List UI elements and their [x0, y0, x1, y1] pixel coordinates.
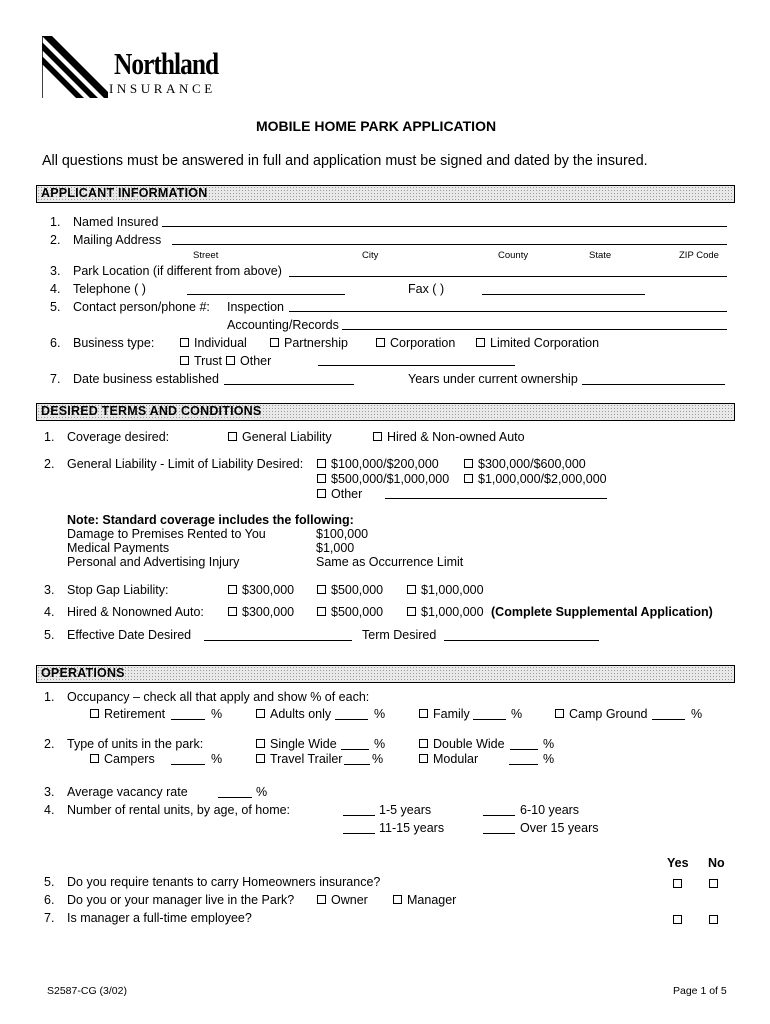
checkbox[interactable] — [317, 489, 326, 498]
option-label: $300,000/$600,000 — [478, 457, 586, 471]
option-label: Single Wide — [270, 737, 337, 751]
section-title: DESIRED TERMS AND CONDITIONS — [41, 404, 262, 418]
checkbox[interactable] — [317, 607, 326, 616]
general-liability-option[interactable] — [228, 430, 332, 444]
named-insured-label: Named Insured — [73, 215, 159, 229]
note-label: Damage to Premises Rented to You — [67, 527, 266, 541]
city-caption: City — [362, 250, 379, 261]
limited-corporation-option[interactable] — [476, 336, 599, 350]
camp-ground-pct-field[interactable] — [652, 719, 685, 720]
stop-gap-label: Stop Gap Liability: — [67, 583, 169, 597]
option-label: $300,000 — [242, 605, 295, 619]
logo-sub: INSURANCE — [109, 81, 216, 96]
checkbox[interactable] — [407, 607, 416, 616]
hired-auto-label: Hired & Nonowned Auto: — [67, 605, 204, 619]
travel-trailer-option[interactable] — [256, 752, 342, 766]
option-label: $1,000,000/$2,000,000 — [478, 472, 607, 486]
option-label: Limited Corporation — [490, 336, 600, 350]
partnership-option[interactable] — [270, 336, 348, 350]
campers-option[interactable] — [90, 752, 155, 766]
checkbox[interactable] — [228, 432, 237, 441]
q-number: 5. — [44, 875, 55, 889]
page-number: Page 1 of 5 — [673, 985, 727, 997]
inspection-field[interactable] — [289, 311, 727, 312]
pct-sign: % — [211, 752, 223, 766]
option-label: $1,000,000 — [421, 605, 484, 619]
state-caption: State — [589, 250, 612, 261]
vacancy-label: Average vacancy rate — [67, 785, 188, 799]
family-option[interactable] — [419, 707, 470, 721]
date-established-field[interactable] — [224, 384, 354, 385]
instructions: All questions must be answered in full and application must be signed and dated by the insured. — [42, 153, 648, 169]
q-number: 6. — [50, 336, 61, 350]
units-11-15-label: 11-15 years — [379, 821, 445, 835]
years-ownership-label: Years under current ownership — [408, 372, 578, 386]
checkbox[interactable] — [90, 754, 99, 763]
checkbox[interactable] — [464, 459, 473, 468]
option-label: Partnership — [284, 336, 348, 350]
gl-limit-label: General Liability - Limit of Liability Desired: — [67, 457, 304, 471]
pct-sign: % — [543, 737, 555, 751]
adults-only-pct-field[interactable] — [335, 719, 368, 720]
no-column-header: No — [708, 856, 725, 870]
section-header-operations — [36, 665, 735, 683]
option-label: Adults only — [270, 707, 332, 721]
hired-auto-500k-option[interactable] — [317, 605, 383, 619]
units-over-15-field[interactable] — [483, 833, 515, 834]
checkbox[interactable] — [393, 895, 402, 904]
q6-label: Do you or your manager live in the Park? — [67, 893, 295, 907]
checkbox[interactable] — [270, 338, 279, 347]
camp-ground-option[interactable] — [555, 707, 648, 721]
modular-option[interactable] — [419, 752, 478, 766]
checkbox[interactable] — [317, 585, 326, 594]
units-1-5-label: 1-5 years — [379, 803, 432, 817]
q7-no-checkbox[interactable] — [709, 915, 718, 924]
county-caption: County — [498, 250, 529, 261]
pct-sign: % — [543, 752, 555, 766]
checkbox[interactable] — [419, 754, 428, 763]
mailing-address-field[interactable] — [172, 244, 727, 245]
limit-500-1m-option[interactable] — [317, 472, 449, 486]
limit-1m-2m-option[interactable] — [464, 472, 607, 486]
park-location-field[interactable] — [289, 276, 727, 277]
limit-other-field[interactable] — [385, 498, 607, 499]
q-number: 6. — [44, 893, 55, 907]
single-wide-option[interactable] — [256, 737, 337, 751]
logo-mark — [42, 36, 108, 98]
checkbox[interactable] — [256, 709, 265, 718]
option-label: Other — [331, 487, 363, 501]
q-number: 3. — [44, 785, 55, 799]
stop-gap-300k-option[interactable] — [228, 583, 294, 597]
checkbox[interactable] — [407, 585, 416, 594]
limit-100-200-option[interactable] — [317, 457, 439, 471]
logo — [42, 36, 232, 100]
years-ownership-field[interactable] — [582, 384, 725, 385]
telephone-field[interactable] — [187, 294, 345, 295]
term-desired-label: Term Desired — [362, 628, 437, 642]
option-label: Camp Ground — [569, 707, 648, 721]
q-number: 4. — [50, 282, 61, 296]
pct-sign: % — [211, 707, 223, 721]
checkbox[interactable] — [317, 895, 326, 904]
checkbox[interactable] — [228, 607, 237, 616]
note-value: Same as Occurrence Limit — [316, 555, 464, 569]
option-label: Double Wide — [433, 737, 505, 751]
q-number: 5. — [44, 628, 55, 642]
q-number: 1. — [50, 215, 61, 229]
retirement-pct-field[interactable] — [171, 719, 205, 720]
individual-option[interactable] — [180, 336, 247, 350]
other-option[interactable] — [226, 354, 271, 368]
double-wide-pct-field[interactable] — [510, 749, 538, 750]
note-value: $1,000 — [316, 541, 355, 555]
rental-units-label: Number of rental units, by age, of home: — [67, 803, 291, 817]
corporation-option[interactable] — [376, 336, 455, 350]
logo-brand: Northland — [114, 46, 219, 81]
checkbox[interactable] — [180, 338, 189, 347]
option-label: Manager — [407, 893, 457, 907]
double-wide-option[interactable] — [419, 737, 505, 751]
note-label: Personal and Advertising Injury — [67, 555, 240, 569]
units-over-15-label: Over 15 years — [520, 821, 599, 835]
stop-gap-1m-option[interactable] — [407, 583, 484, 597]
option-label: Owner — [331, 893, 368, 907]
q7-yes-checkbox[interactable] — [673, 915, 682, 924]
units-6-10-field[interactable] — [483, 815, 515, 816]
q-number: 2. — [50, 233, 61, 247]
manager-option[interactable] — [393, 893, 456, 907]
option-label: $500,000 — [331, 605, 384, 619]
term-desired-field[interactable] — [444, 640, 599, 641]
option-label: $500,000 — [331, 583, 384, 597]
option-label: Campers — [104, 752, 155, 766]
street-caption: Street — [193, 250, 219, 261]
mailing-address-label: Mailing Address — [73, 233, 162, 247]
campers-pct-field[interactable] — [171, 764, 205, 765]
yes-column-header: Yes — [667, 856, 689, 870]
hired-nonowned-option[interactable] — [373, 430, 525, 444]
checkbox[interactable] — [256, 754, 265, 763]
occupancy-label: Occupancy – check all that apply and show % of each: — [67, 690, 370, 704]
option-label: $1,000,000 — [421, 583, 484, 597]
effective-date-label: Effective Date Desired — [67, 628, 192, 642]
travel-trailer-pct-field[interactable] — [344, 764, 370, 765]
option-label: Hired & Non-owned Auto — [387, 430, 525, 444]
effective-date-field[interactable] — [204, 640, 352, 641]
checkbox[interactable] — [476, 338, 485, 347]
option-label: Other — [240, 354, 272, 368]
q5-no-checkbox[interactable] — [709, 879, 718, 888]
hired-auto-300k-option[interactable] — [228, 605, 294, 619]
q-number: 1. — [44, 690, 55, 704]
pct-sign: % — [374, 737, 386, 751]
other-business-field[interactable] — [318, 365, 515, 366]
type-units-label: Type of units in the park: — [67, 737, 204, 751]
accounting-label: Accounting/Records — [227, 318, 339, 332]
q-number: 5. — [50, 300, 61, 314]
form-id: S2587-CG (3/02) — [47, 985, 127, 997]
telephone-label: Telephone ( ) — [73, 282, 146, 296]
zip-caption: ZIP Code — [679, 250, 719, 261]
pct-sign: % — [374, 707, 386, 721]
option-label: $500,000/$1,000,000 — [331, 472, 450, 486]
inspection-label: Inspection — [227, 300, 284, 314]
checkbox[interactable] — [419, 709, 428, 718]
adults-only-option[interactable] — [256, 707, 331, 721]
single-wide-pct-field[interactable] — [341, 749, 369, 750]
vacancy-field[interactable] — [218, 797, 252, 798]
business-type-label: Business type: — [73, 336, 155, 350]
pct-sign: % — [372, 752, 384, 766]
q-number: 2. — [44, 457, 55, 471]
note-title: Note: Standard coverage includes the following: — [67, 513, 354, 527]
section-title: APPLICANT INFORMATION — [41, 186, 208, 200]
q-number: 2. — [44, 737, 55, 751]
note-value: $100,000 — [316, 527, 369, 541]
checkbox[interactable] — [555, 709, 564, 718]
q-number: 4. — [44, 605, 55, 619]
limit-300-600-option[interactable] — [464, 457, 586, 471]
contact-label: Contact person/phone #: — [73, 300, 210, 314]
q-number: 3. — [50, 264, 61, 278]
checkbox[interactable] — [464, 474, 473, 483]
checkbox[interactable] — [317, 459, 326, 468]
q-number: 7. — [50, 372, 61, 386]
option-label: Family — [433, 707, 470, 721]
checkbox[interactable] — [256, 739, 265, 748]
checkbox[interactable] — [419, 739, 428, 748]
family-pct-field[interactable] — [473, 719, 506, 720]
note-label: Medical Payments — [67, 541, 170, 555]
pct-sign: % — [256, 785, 268, 799]
checkbox[interactable] — [226, 356, 235, 365]
option-label: Individual — [194, 336, 247, 350]
option-label: $300,000 — [242, 583, 295, 597]
owner-option[interactable] — [317, 893, 368, 907]
stop-gap-500k-option[interactable] — [317, 583, 383, 597]
option-label: Modular — [433, 752, 479, 766]
option-label: Trust — [194, 354, 223, 368]
option-label: Retirement — [104, 707, 166, 721]
trust-option[interactable] — [180, 354, 222, 368]
page-title: MOBILE HOME PARK APPLICATION — [256, 118, 497, 134]
checkbox[interactable] — [180, 356, 189, 365]
pct-sign: % — [511, 707, 523, 721]
checkbox[interactable] — [317, 474, 326, 483]
checkbox[interactable] — [90, 709, 99, 718]
checkbox[interactable] — [228, 585, 237, 594]
option-label: General Liability — [242, 430, 332, 444]
section-title: OPERATIONS — [41, 666, 125, 680]
checkbox[interactable] — [373, 432, 382, 441]
pct-sign: % — [691, 707, 703, 721]
q-number: 3. — [44, 583, 55, 597]
q-number: 1. — [44, 430, 55, 444]
hired-auto-1m-option[interactable] — [407, 605, 484, 619]
checkbox[interactable] — [376, 338, 385, 347]
section-header-applicant — [36, 185, 735, 203]
retirement-option[interactable] — [90, 707, 165, 721]
complete-supplemental-note: (Complete Supplemental Application) — [491, 605, 713, 619]
named-insured-field[interactable] — [162, 226, 727, 227]
option-label: Travel Trailer — [270, 752, 343, 766]
units-11-15-field[interactable] — [343, 833, 375, 834]
section-header-terms — [36, 403, 735, 421]
date-established-label: Date business established — [73, 372, 219, 386]
units-6-10-label: 6-10 years — [520, 803, 580, 817]
q7-label: Is manager a full-time employee? — [67, 911, 252, 925]
modular-pct-field[interactable] — [509, 764, 538, 765]
accounting-field[interactable] — [342, 329, 727, 330]
option-label: Corporation — [390, 336, 456, 350]
fax-field[interactable] — [482, 294, 645, 295]
q-number: 7. — [44, 911, 55, 925]
q-number: 4. — [44, 803, 55, 817]
park-location-label: Park Location (if different from above) — [73, 264, 282, 278]
units-1-5-field[interactable] — [343, 815, 375, 816]
fax-label: Fax ( ) — [408, 282, 445, 296]
q5-yes-checkbox[interactable] — [673, 879, 682, 888]
q5-label: Do you require tenants to carry Homeowners insurance? — [67, 875, 381, 889]
option-label: $100,000/$200,000 — [331, 457, 439, 471]
coverage-desired-label: Coverage desired: — [67, 430, 170, 444]
limit-other-option[interactable] — [317, 487, 362, 501]
